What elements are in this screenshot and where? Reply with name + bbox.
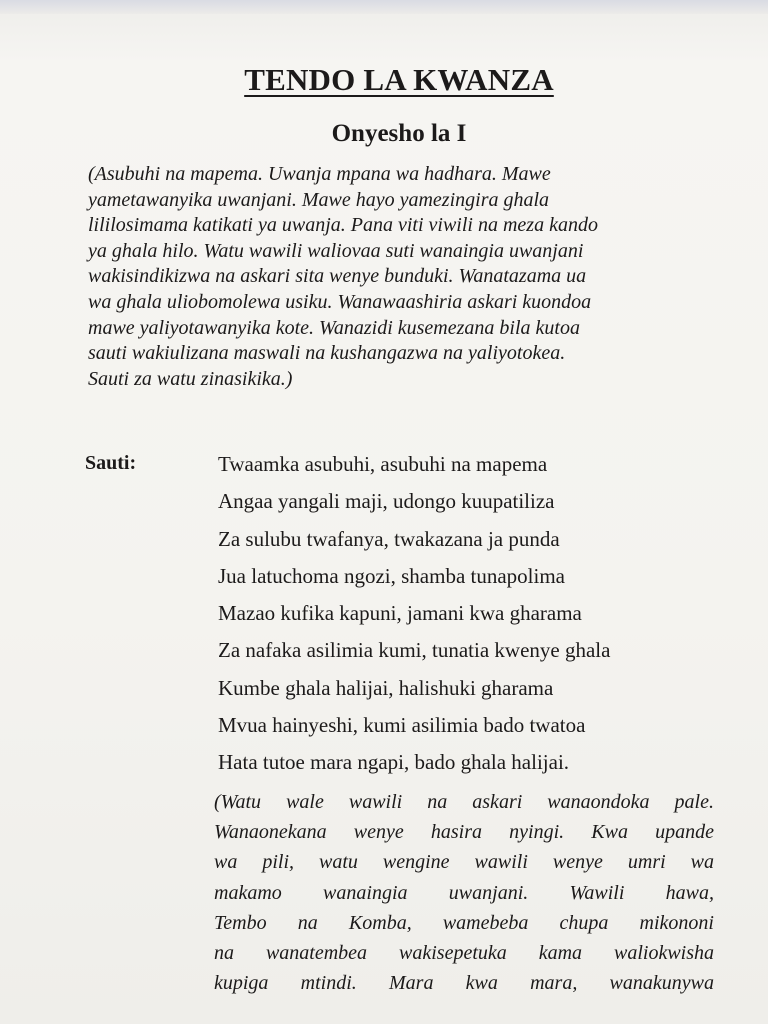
stage-direction-line: makamo wanaingia uwanjani. Wawili hawa,	[214, 881, 714, 904]
verse-line: Mazao kufika kapuni, jamani kwa gharama	[218, 601, 582, 626]
stage-direction-line: yametawanyika uwanjani. Mawe hayo yamezingira ghala	[88, 188, 550, 211]
verse-line: Za nafaka asilimia kumi, tunatia kwenye ghala	[218, 638, 611, 663]
act-heading	[0, 62, 768, 98]
stage-direction-line: wa ghala uliobomolewa usiku. Wanawaashiria askari kuondoa	[88, 290, 592, 313]
opening-stage-direction	[88, 162, 713, 392]
stage-direction-line: na wanatembea wakisepetuka kama waliokwisha	[214, 942, 714, 965]
stage-direction-line: mawe yaliyotawanyika kote. Wanazidi kusemezana bila kutoa	[88, 316, 580, 339]
song-verses	[218, 452, 718, 788]
speaker-label: Sauti:	[85, 452, 137, 474]
stage-direction-line: Wanaonekana wenye hasira nyingi. Kwa upande	[214, 821, 714, 844]
stage-direction-line: lililosimama katikati ya uwanja. Pana viti viwili na meza kando	[88, 214, 598, 237]
verse-line: Mvua hainyeshi, kumi asilimia bado twatoa	[218, 713, 586, 738]
verse-line: Kumbe ghala halijai, halishuki gharama	[218, 675, 554, 700]
stage-direction-line: (Asubuhi na mapema. Uwanja mpana wa hadhara. Mawe	[88, 163, 551, 185]
stage-direction-line: wa pili, watu wengine wawili wenye umri wa	[214, 851, 714, 874]
scene-heading: Onyesho la I	[331, 120, 467, 147]
verse-line: Angaa yangali maji, udongo kuupatiliza	[218, 489, 555, 514]
verse-line: Za sulubu twafanya, twakazana ja punda	[218, 526, 560, 551]
stage-direction-line: ya ghala hilo. Watu wawili waliovaa suti wanaingia uwanjani	[88, 239, 584, 262]
closing-stage-direction	[214, 787, 714, 998]
stage-direction-line: sauti wakiulizana maswali na kushangazwa na yaliyotokea.	[88, 342, 566, 365]
stage-direction-line: wakisindikizwa na askari sita wenye bunduki. Wanatazama ua	[88, 265, 587, 288]
verse-line: Twaamka asubuhi, asubuhi na mapema	[218, 452, 548, 476]
stage-direction-line: (Watu wale wawili na askari wanaondoka pale.	[214, 791, 714, 813]
verse-line: Hata tutoe mara ngapi, bado ghala halijai.	[218, 750, 570, 775]
verse-line: Jua latuchoma ngozi, shamba tunapolima	[218, 563, 565, 588]
stage-direction-line: Sauti za watu zinasikika.)	[88, 367, 293, 390]
act-heading-text: TENDO LA KWANZA	[244, 62, 554, 97]
page-top-edge	[0, 0, 768, 14]
stage-direction-line: kupiga mtindi. Mara kwa mara, wanakunywa	[214, 972, 714, 995]
stage-direction-line: Tembo na Komba, wamebeba chupa mikononi	[214, 911, 714, 934]
